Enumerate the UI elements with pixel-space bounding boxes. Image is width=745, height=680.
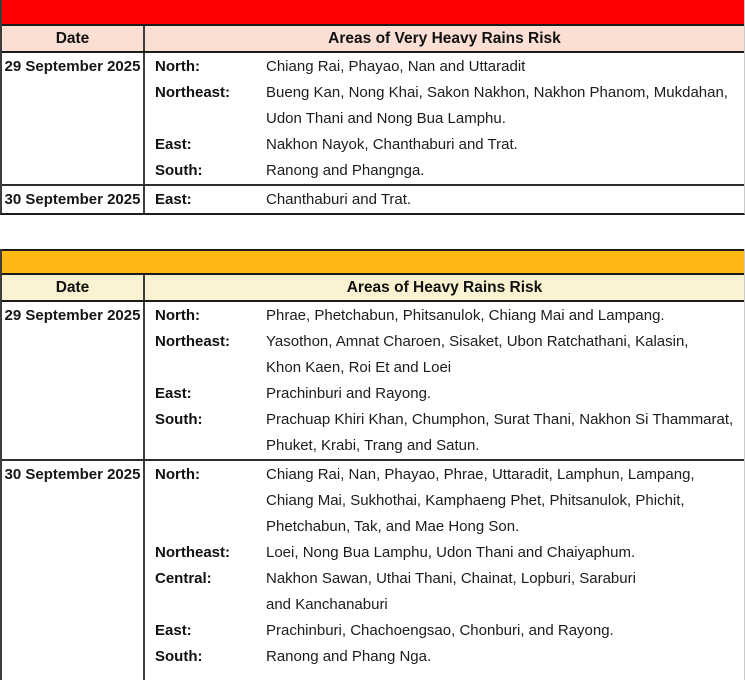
region-areas: [266, 381, 744, 407]
region-label: Northeast:: [155, 544, 231, 561]
date-column-header: Date: [2, 275, 145, 300]
region-areas: [266, 329, 744, 381]
region-entry: [155, 407, 744, 459]
region-entry: [155, 80, 744, 132]
region-entry: [155, 566, 744, 618]
area-line: Phuket, Krabi, Trang and Satun.: [266, 437, 480, 454]
table-body: [2, 302, 744, 680]
date-row-group: [2, 184, 744, 213]
area-line: Phetchabun, Tak, and Mae Hong Son.: [266, 518, 520, 535]
region-entry: [155, 329, 744, 381]
region-entry: [155, 158, 744, 184]
date-cell: 30 September 2025: [2, 186, 145, 213]
area-line: Prachinburi, Chachoengsao, Chonburi, and Rayong.: [266, 622, 614, 639]
area-line: Ranong and Phang Nga.: [266, 648, 432, 665]
area-line: Udon Thani and Nong Bua Lamphu.: [266, 110, 506, 127]
date-row-group: [2, 302, 744, 459]
region-areas: [266, 303, 744, 329]
date-cell: 29 September 2025: [2, 53, 145, 184]
very-heavy-rains-table: [0, 0, 745, 215]
table-header-row: [2, 275, 744, 302]
area-line: Yasothon, Amnat Charoen, Sisaket, Ubon Ratchathani, Kalasin,: [266, 333, 689, 350]
region-label: East:: [155, 191, 192, 208]
region-areas: [266, 187, 744, 213]
area-line: Chiang Mai, Sukhothai, Kamphaeng Phet, Phitsanulok, Phichit,: [266, 492, 685, 509]
tables-gap: [0, 215, 745, 249]
region-entry: [155, 462, 744, 540]
region-areas: [266, 80, 744, 132]
red-alert-banner: [2, 0, 744, 26]
region-areas: [266, 54, 744, 80]
date-row-group: [2, 459, 744, 680]
region-label: North:: [155, 58, 200, 75]
orange-alert-banner: [2, 249, 744, 275]
region-areas: [266, 407, 744, 459]
regions-cell: [145, 461, 744, 680]
region-entry: [155, 644, 744, 670]
region-label: East:: [155, 136, 192, 153]
table-header-row: [2, 26, 744, 53]
region-areas: [266, 158, 744, 184]
region-entry: [155, 132, 744, 158]
region-areas: [266, 462, 744, 540]
area-line: Ranong and Phangnga.: [266, 162, 425, 179]
region-label: South:: [155, 411, 203, 428]
region-label: South:: [155, 648, 203, 665]
region-label: Central:: [155, 570, 212, 587]
area-line: Nakhon Nayok, Chanthaburi and Trat.: [266, 136, 518, 153]
area-line: Loei, Nong Bua Lamphu, Udon Thani and Chaiyaphum.: [266, 544, 636, 561]
region-areas: [266, 132, 744, 158]
region-entry: [155, 381, 744, 407]
area-line: and Kanchanaburi: [266, 596, 388, 613]
region-label: Northeast:: [155, 333, 231, 350]
table-body: [2, 53, 744, 213]
date-column-header: Date: [2, 26, 145, 51]
region-entry: [155, 303, 744, 329]
region-entry: [155, 618, 744, 644]
region-label: East:: [155, 622, 192, 639]
area-line: Nakhon Sawan, Uthai Thani, Chainat, Lopburi, Saraburi: [266, 570, 636, 587]
area-line: Phrae, Phetchabun, Phitsanulok, Chiang Mai and Lampang.: [266, 307, 665, 324]
region-label: North:: [155, 466, 200, 483]
region-entry: [155, 54, 744, 80]
region-label: Northeast:: [155, 84, 231, 101]
region-areas: [266, 540, 744, 566]
date-row-group: [2, 53, 744, 184]
regions-cell: [145, 186, 744, 213]
region-areas: [266, 644, 744, 670]
area-line: Prachuap Khiri Khan, Chumphon, Surat Thani, Nakhon Si Thammarat,: [266, 411, 734, 428]
area-line: Prachinburi and Rayong.: [266, 385, 432, 402]
region-entry: [155, 540, 744, 566]
regions-cell: [145, 53, 744, 184]
area-line: Bueng Kan, Nong Khai, Sakon Nakhon, Nakhon Phanom, Mukdahan,: [266, 84, 728, 101]
region-label: South:: [155, 162, 203, 179]
region-label: North:: [155, 307, 200, 324]
area-line: Chiang Rai, Phayao, Nan and Uttaradit: [266, 58, 526, 75]
area-line: Chanthaburi and Trat.: [266, 191, 412, 208]
region-entry: [155, 187, 744, 213]
area-line: Chiang Rai, Nan, Phayao, Phrae, Uttaradit, Lamphun, Lampang,: [266, 466, 695, 483]
heavy-rains-table: [0, 249, 745, 680]
date-cell: 30 September 2025: [2, 461, 145, 680]
region-areas: [266, 566, 744, 618]
area-line: Khon Kaen, Roi Et and Loei: [266, 359, 452, 376]
regions-cell: [145, 302, 744, 459]
areas-column-header: Areas of Heavy Rains Risk: [346, 278, 543, 296]
region-areas: [266, 618, 744, 644]
region-label: East:: [155, 385, 192, 402]
areas-column-header: Areas of Very Heavy Rains Risk: [328, 29, 561, 47]
date-cell: 29 September 2025: [2, 302, 145, 459]
